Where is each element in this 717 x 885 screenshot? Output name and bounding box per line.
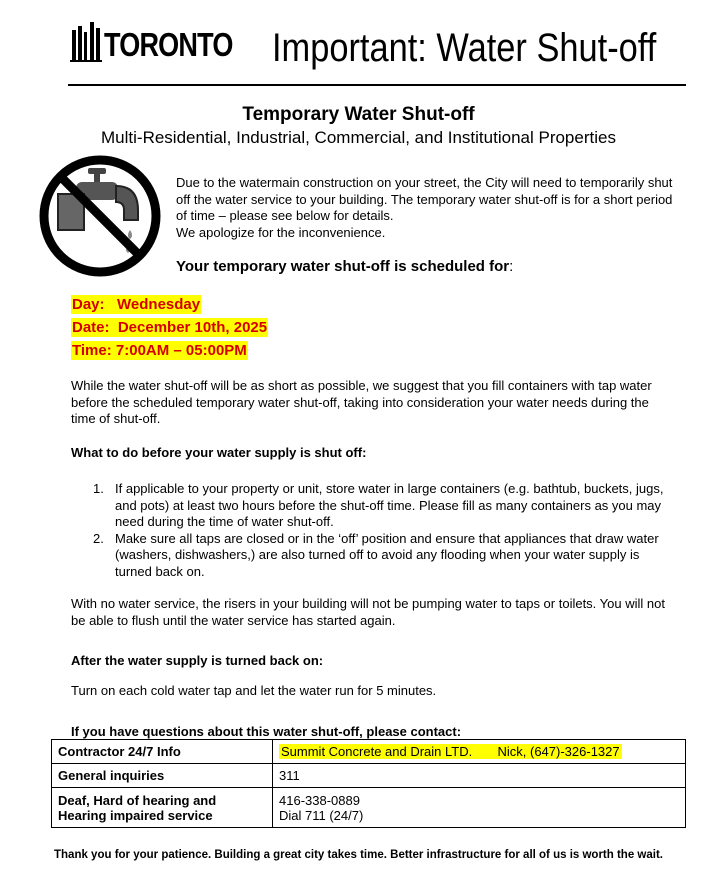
deaf-dial: Dial 711 (24/7) (279, 807, 364, 823)
general-label: General inquiries (52, 764, 273, 788)
after-heading: After the water supply is turned back on: (71, 653, 324, 668)
logo-wordmark: TORONTO (104, 26, 233, 63)
list-text: Make sure all taps are closed or in the ‘off’ position and ensure that appliances that draw water (washers, dishwashers,) are also turned off to avoid any flooding when your water supply is turned back on. (115, 530, 659, 579)
suggestion-paragraph: While the water shut-off will be as short as possible, we suggest that you fill containers with tap water before the scheduled temporary water shut-off, taking into consideration your water needs during the time of shut-off. (71, 378, 652, 426)
schedule-time: Time: 7:00AM – 05:00PM (72, 342, 247, 359)
apology-text: We apologize for the inconvenience. (176, 224, 386, 240)
list-number: 2. (93, 530, 104, 546)
deaf-label: Deaf, Hard of hearing and Hearing impaired service (52, 788, 273, 828)
deaf-phone: 416-338-0889 (279, 792, 360, 808)
header-divider (68, 84, 686, 86)
contractor-value: Summit Concrete and Drain LTD. Nick, (647)-326-1327 (281, 744, 620, 759)
schedule-heading (176, 258, 513, 275)
no-service-paragraph: With no water service, the risers in your building will not be pumping water to taps or toilets. You will not be able to flush until the water service has started again. (71, 596, 665, 628)
before-heading: What to do before your water supply is shut off: (71, 445, 367, 460)
list-item (93, 531, 673, 581)
schedule-heading-text: Your temporary water shut-off is scheduled for (176, 258, 510, 275)
no-water-faucet-icon (38, 154, 162, 278)
schedule-day: Day: Wednesday (72, 296, 201, 313)
intro-text: Due to the watermain construction on your street, the City will need to temporarily shut off the water service to your building. The temporary water shut-off is for a short period of time – please see below for details. (176, 175, 673, 223)
notice-subtitle: Multi-Residential, Industrial, Commercial, and Institutional Properties (101, 128, 616, 147)
notice-title: Temporary Water Shut-off (242, 104, 475, 125)
table-row (52, 764, 686, 788)
footer-message: Thank you for your patience. Building a great city takes time. Better infrastructure for all of us is worth the wait. (54, 849, 663, 861)
schedule-colon: : (509, 258, 514, 275)
header-title: Important: Water Shut-off (272, 26, 657, 70)
after-paragraph: Turn on each cold water tap and let the water run for 5 minutes. (71, 683, 437, 698)
table-row (52, 788, 686, 828)
schedule-date: Date: December 10th, 2025 (72, 319, 268, 336)
table-row (52, 740, 686, 764)
deaf-cell (273, 788, 686, 828)
before-steps-list (93, 481, 673, 580)
list-text: If applicable to your property or unit, store water in large containers (e.g. bathtub, buckets, jugs, and pots) at least two hours before the shut-off time. Please fill as many containers as you may need during the time of water shut-off. (115, 481, 664, 529)
contractor-label: Contractor 24/7 Info (52, 740, 273, 764)
general-value: 311 (273, 764, 686, 788)
contact-heading: If you have questions about this water shut-off, please contact: (71, 724, 462, 739)
intro-paragraph (176, 175, 676, 241)
list-number: 1. (93, 481, 104, 496)
contractor-cell (273, 740, 686, 764)
list-item (93, 481, 673, 531)
contact-table (51, 739, 686, 828)
